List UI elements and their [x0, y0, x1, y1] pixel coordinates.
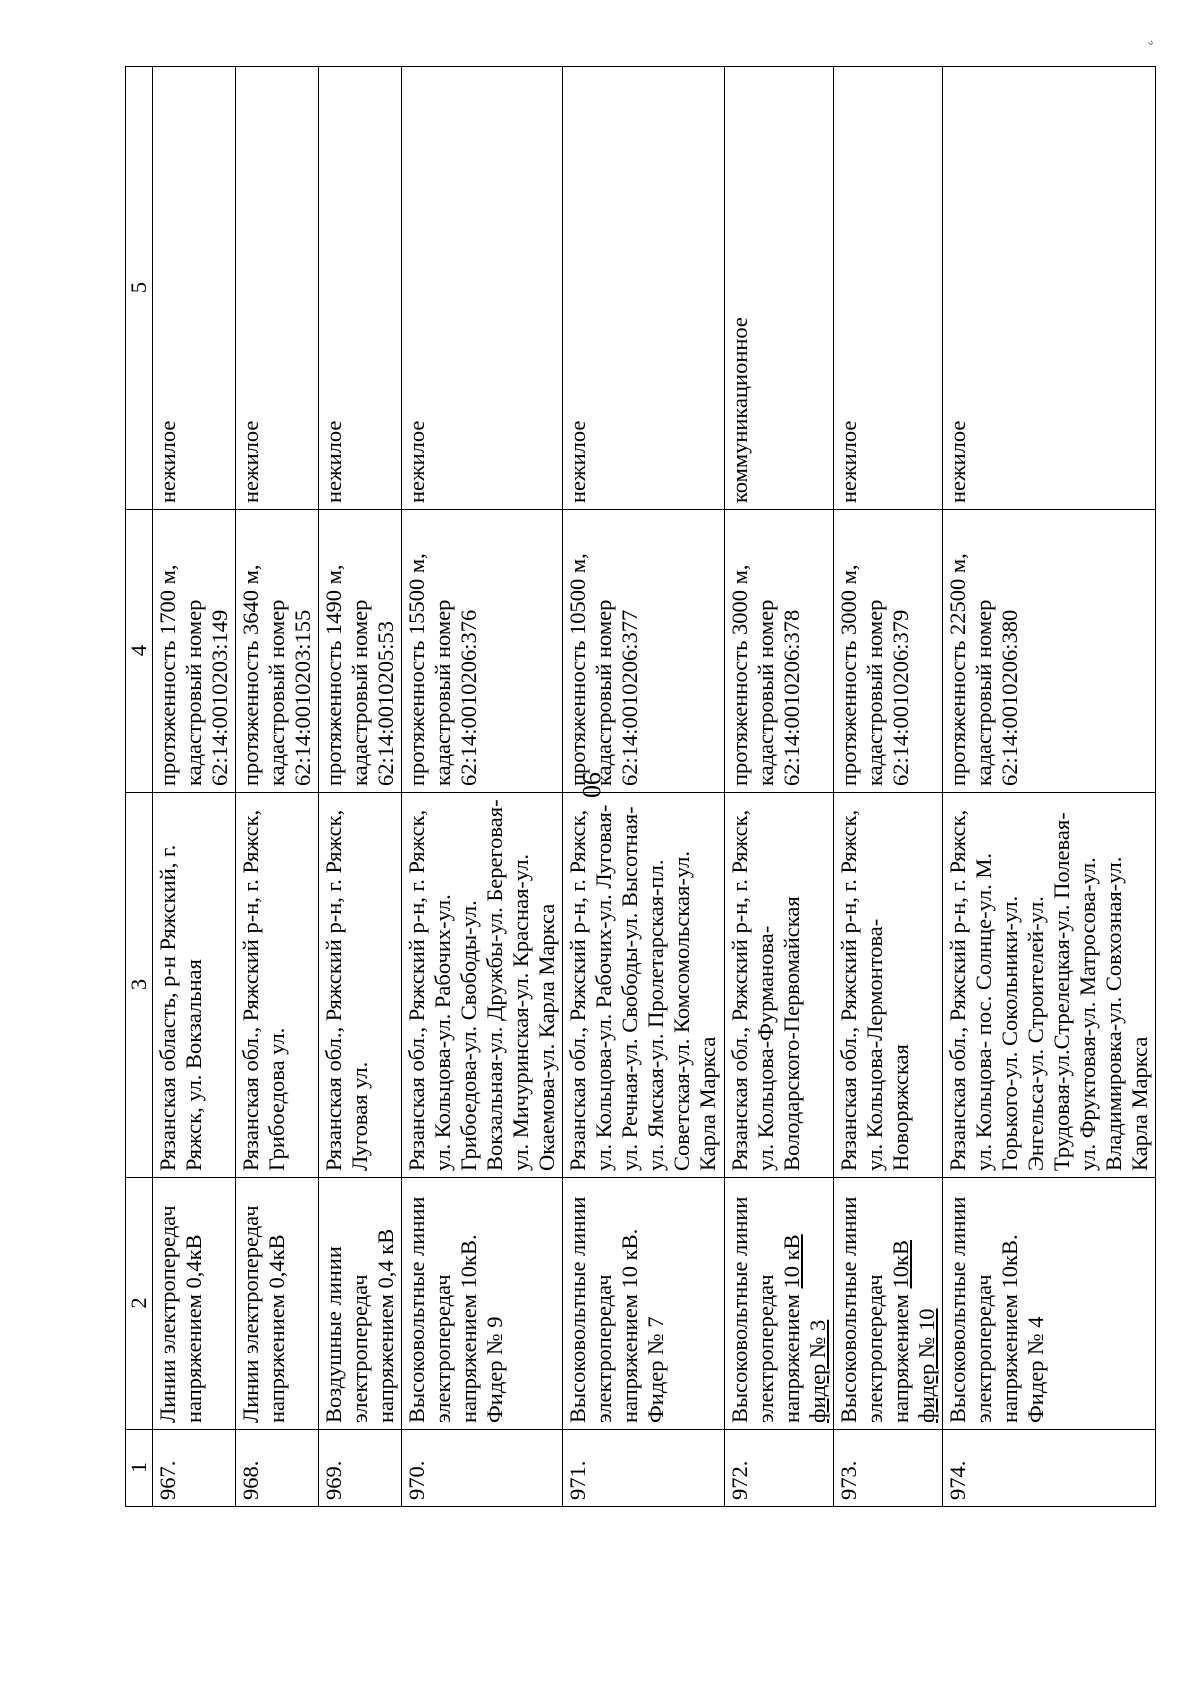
pen-mark: ᐡ	[1146, 38, 1159, 55]
registry-table	[125, 66, 1156, 1507]
header-cell: 3	[126, 793, 153, 1178]
table-row	[563, 67, 725, 1507]
object-type: нежилое	[153, 67, 236, 510]
row-number: 972.	[725, 1430, 834, 1507]
object-spec: протяженность 1490 м, кадастровый номер 62:14:0010205:53	[319, 510, 402, 793]
object-address: Рязанская обл., Ряжский р-н, г. Ряжск, ул. Кольцова-ул. Рабочих-ул. Луговая-ул. Речная-ул. Свободы-ул. Высотная-ул. Ямская-ул. Пролетарская-пл. Советская-ул. Комсомольская-ул. Карла Маркса	[563, 793, 725, 1178]
object-name: Высоковольтные линии электропередач напряжением 10кВ. Фидер № 9	[402, 1178, 563, 1430]
object-spec: протяженность 3640 м, кадастровый номер 62:14:0010203:155	[236, 510, 319, 793]
table-row	[402, 67, 563, 1507]
object-name-text: Высоковольтные линии электропередач напряжением	[727, 1196, 804, 1423]
registry-table-rotated	[125, 67, 1152, 1507]
object-spec: протяженность 3000 м, кадастровый номер 62:14:0010206:378	[725, 510, 834, 793]
object-address: Рязанская обл., Ряжский р-н, г. Ряжск, Грибоедова ул.	[236, 793, 319, 1178]
header-cell: 2	[126, 1178, 153, 1430]
row-number: 971.	[563, 1430, 725, 1507]
object-type: нежилое	[319, 67, 402, 510]
object-name: Воздушные линии электропередач напряжением 0,4 кВ	[319, 1178, 402, 1430]
object-name: Линии электропередач напряжением 0,4кВ	[153, 1178, 236, 1430]
object-name: Высоковольтные линии электропередач напряжением 10кВ. Фидер № 4	[943, 1178, 1156, 1430]
row-number: 974.	[943, 1430, 1156, 1507]
row-number: 973.	[834, 1430, 943, 1507]
object-type: нежилое	[834, 67, 943, 510]
table-row	[319, 67, 402, 1507]
row-number: 970.	[402, 1430, 563, 1507]
row-number: 967.	[153, 1430, 236, 1507]
object-name	[725, 1178, 834, 1430]
table-row	[725, 67, 834, 1507]
object-address: Рязанская обл., Ряжский р-н, г. Ряжск, ул. Кольцова- пос. Солнце-ул. М. Горького-ул. Сокольники-ул. Энгельса-ул. Строителей-ул. Трудовая-ул.Стрелецкая-ул. Полевая-ул. Фруктовая-ул. Матросова-ул. Владимировка-ул. Совхозная-ул. Карла Маркса	[943, 793, 1156, 1178]
object-spec: протяженность 15500 м, кадастровый номер 62:14:0010206:376	[402, 510, 563, 793]
header-cell: 1	[126, 1430, 153, 1507]
object-address: Рязанская обл., Ряжский р-н, г. Ряжск, ул. Кольцова-Фурманова-Володарского-Первомайская	[725, 793, 834, 1178]
object-type: нежилое	[563, 67, 725, 510]
object-type: нежилое	[943, 67, 1156, 510]
object-address: Рязанская область, р-н Ряжский, г. Ряжск, ул. Вокзальная	[153, 793, 236, 1178]
header-cell: 5	[126, 67, 153, 510]
object-address: Рязанская обл., Ряжский р-н, г. Ряжск, ул. Кольцова-Лермонтова-Новоряжская	[834, 793, 943, 1178]
header-cell: 4	[126, 510, 153, 793]
object-spec: протяженность 3000 м, кадастровый номер 62:14:0010206:379	[834, 510, 943, 793]
object-type: нежилое	[402, 67, 563, 510]
object-type: нежилое	[236, 67, 319, 510]
object-address: Рязанская обл., Ряжский р-н, г. Ряжск, Луговая ул.	[319, 793, 402, 1178]
object-spec: протяженность 22500 м, кадастровый номер 62:14:0010206:380	[943, 510, 1156, 793]
object-name-text: Высоковольтные линии электропередач напряжением	[836, 1196, 913, 1423]
table-row	[153, 67, 236, 1507]
object-name: Линии электропередач напряжением 0,4кВ	[236, 1178, 319, 1430]
object-spec: протяженность 10500 м, кадастровый номер 62:14:0010206:377	[563, 510, 725, 793]
row-number: 968.	[236, 1430, 319, 1507]
page-number: 90	[577, 772, 606, 798]
table-row	[943, 67, 1156, 1507]
table-header-row	[126, 67, 153, 1507]
table-row	[834, 67, 943, 1507]
object-name	[834, 1178, 943, 1430]
row-number: 969.	[319, 1430, 402, 1507]
object-spec: протяженность 1700 м, кадастровый номер 62:14:0010203:149	[153, 510, 236, 793]
object-name-underlined: 10 кВ фидер № 3	[779, 1234, 830, 1423]
object-name-underlined: 10кВ фидер № 10	[888, 1240, 939, 1423]
object-name: Высоковольтные линии электропередач напряжением 10 кВ. Фидер № 7	[563, 1178, 725, 1430]
table-row	[236, 67, 319, 1507]
object-address: Рязанская обл., Ряжский р-н, г. Ряжск, ул. Кольцова-ул. Рабочих-ул. Грибоедова-ул. Свободы-ул. Вокзальная-ул. Дружбы-ул. Береговая-ул. Мичуринская-ул. Красная-ул. Окаемова-ул. Карла Маркса	[402, 793, 563, 1178]
object-type: коммуникационное	[725, 67, 834, 510]
